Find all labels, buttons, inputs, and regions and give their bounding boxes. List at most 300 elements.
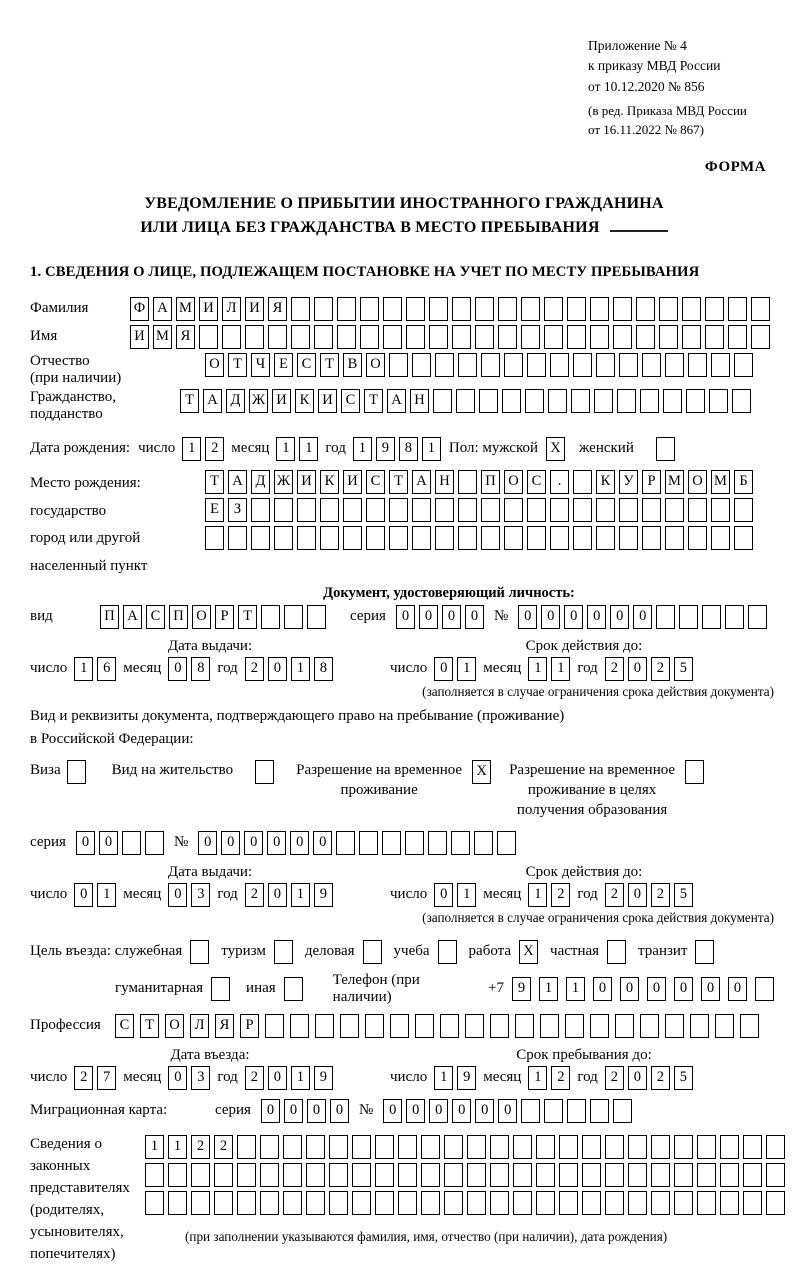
char-cell[interactable] <box>665 498 684 522</box>
char-cell[interactable] <box>582 1191 601 1215</box>
char-cell[interactable] <box>605 1163 624 1187</box>
char-cell[interactable]: Ж <box>249 389 268 413</box>
char-cell[interactable]: И <box>343 470 362 494</box>
char-cell[interactable] <box>740 1014 759 1038</box>
char-cell[interactable]: 0 <box>290 831 309 855</box>
char-cell[interactable]: Д <box>251 470 270 494</box>
char-cell[interactable]: Т <box>228 353 247 377</box>
char-cell[interactable] <box>674 1191 693 1215</box>
char-cell[interactable]: Л <box>190 1014 209 1038</box>
char-cell[interactable] <box>428 831 447 855</box>
char-cell[interactable] <box>659 297 678 321</box>
char-cell[interactable]: Т <box>180 389 199 413</box>
char-cell[interactable]: 9 <box>512 977 531 1001</box>
char-cell[interactable] <box>755 977 774 1001</box>
char-cell[interactable]: 2 <box>214 1135 233 1159</box>
char-cell[interactable]: К <box>295 389 314 413</box>
char-cell[interactable] <box>573 470 592 494</box>
char-cell[interactable] <box>521 1099 540 1123</box>
char-cell[interactable] <box>481 498 500 522</box>
char-cell[interactable]: 0 <box>465 605 484 629</box>
char-cell[interactable] <box>260 1163 279 1187</box>
char-cell[interactable] <box>389 498 408 522</box>
char-cell[interactable]: 1 <box>299 437 318 461</box>
char-cell[interactable]: П <box>100 605 119 629</box>
char-cell[interactable] <box>743 1135 762 1159</box>
char-cell[interactable]: 0 <box>284 1099 303 1123</box>
char-cell[interactable] <box>596 498 615 522</box>
char-cell[interactable]: 2 <box>245 883 264 907</box>
char-cell[interactable] <box>642 526 661 550</box>
char-cell[interactable] <box>527 353 546 377</box>
char-cell[interactable] <box>314 297 333 321</box>
char-cell[interactable] <box>214 1191 233 1215</box>
char-cell[interactable]: 0 <box>728 977 747 1001</box>
char-cell[interactable] <box>458 498 477 522</box>
char-cell[interactable] <box>375 1191 394 1215</box>
char-cell[interactable] <box>705 325 724 349</box>
char-cell[interactable]: 1 <box>291 1066 310 1090</box>
char-cell[interactable] <box>390 1014 409 1038</box>
char-cell[interactable] <box>398 1135 417 1159</box>
char-cell[interactable] <box>628 1135 647 1159</box>
char-cell[interactable] <box>573 353 592 377</box>
char-cell[interactable] <box>433 389 452 413</box>
char-cell[interactable]: 2 <box>74 1066 93 1090</box>
char-cell[interactable]: 1 <box>74 657 93 681</box>
char-cell[interactable] <box>504 353 523 377</box>
char-cell[interactable]: 0 <box>268 1066 287 1090</box>
char-cell[interactable] <box>559 1191 578 1215</box>
humanitarian-checkbox[interactable] <box>211 977 230 1001</box>
char-cell[interactable] <box>360 297 379 321</box>
char-cell[interactable] <box>674 1163 693 1187</box>
char-cell[interactable] <box>504 498 523 522</box>
char-cell[interactable] <box>605 1135 624 1159</box>
char-cell[interactable]: 9 <box>457 1066 476 1090</box>
char-cell[interactable] <box>291 297 310 321</box>
char-cell[interactable] <box>594 389 613 413</box>
char-cell[interactable] <box>559 1163 578 1187</box>
char-cell[interactable] <box>665 1014 684 1038</box>
char-cell[interactable]: 1 <box>528 1066 547 1090</box>
tourism-checkbox[interactable] <box>274 940 293 964</box>
char-cell[interactable] <box>251 498 270 522</box>
char-cell[interactable] <box>498 325 517 349</box>
char-cell[interactable]: 5 <box>674 657 693 681</box>
char-cell[interactable]: 1 <box>528 883 547 907</box>
char-cell[interactable] <box>521 297 540 321</box>
char-cell[interactable]: Е <box>205 498 224 522</box>
char-cell[interactable] <box>405 831 424 855</box>
char-cell[interactable] <box>490 1191 509 1215</box>
char-cell[interactable] <box>688 498 707 522</box>
char-cell[interactable]: О <box>205 353 224 377</box>
char-cell[interactable] <box>260 1135 279 1159</box>
char-cell[interactable] <box>191 1163 210 1187</box>
char-cell[interactable] <box>268 325 287 349</box>
char-cell[interactable]: Т <box>364 389 383 413</box>
char-cell[interactable] <box>467 1135 486 1159</box>
char-cell[interactable] <box>290 1014 309 1038</box>
char-cell[interactable] <box>613 325 632 349</box>
char-cell[interactable]: 2 <box>245 1066 264 1090</box>
char-cell[interactable] <box>734 353 753 377</box>
char-cell[interactable] <box>628 1163 647 1187</box>
char-cell[interactable] <box>679 605 698 629</box>
char-cell[interactable] <box>544 297 563 321</box>
char-cell[interactable] <box>711 526 730 550</box>
char-cell[interactable]: 0 <box>633 605 652 629</box>
char-cell[interactable] <box>145 831 164 855</box>
char-cell[interactable] <box>697 1135 716 1159</box>
char-cell[interactable]: О <box>366 353 385 377</box>
char-cell[interactable] <box>451 831 470 855</box>
char-cell[interactable] <box>168 1163 187 1187</box>
char-cell[interactable]: 1 <box>528 657 547 681</box>
char-cell[interactable] <box>245 325 264 349</box>
char-cell[interactable]: 0 <box>475 1099 494 1123</box>
char-cell[interactable]: 0 <box>419 605 438 629</box>
char-cell[interactable] <box>544 325 563 349</box>
char-cell[interactable] <box>697 1163 716 1187</box>
char-cell[interactable] <box>540 1014 559 1038</box>
char-cell[interactable] <box>743 1191 762 1215</box>
char-cell[interactable] <box>429 297 448 321</box>
rvp-edu-checkbox[interactable] <box>685 760 704 784</box>
char-cell[interactable]: 0 <box>268 883 287 907</box>
char-cell[interactable]: 0 <box>221 831 240 855</box>
rvp-checkbox[interactable]: X <box>472 760 491 784</box>
char-cell[interactable] <box>283 1191 302 1215</box>
char-cell[interactable] <box>465 1014 484 1038</box>
transit-checkbox[interactable] <box>695 940 714 964</box>
char-cell[interactable]: 0 <box>674 977 693 1001</box>
char-cell[interactable] <box>320 498 339 522</box>
char-cell[interactable]: 0 <box>701 977 720 1001</box>
char-cell[interactable]: 0 <box>168 883 187 907</box>
char-cell[interactable]: С <box>146 605 165 629</box>
char-cell[interactable] <box>590 325 609 349</box>
char-cell[interactable]: 2 <box>605 657 624 681</box>
char-cell[interactable]: 0 <box>383 1099 402 1123</box>
visa-checkbox[interactable] <box>67 760 86 784</box>
char-cell[interactable] <box>711 353 730 377</box>
char-cell[interactable] <box>659 325 678 349</box>
char-cell[interactable] <box>237 1163 256 1187</box>
char-cell[interactable]: 0 <box>498 1099 517 1123</box>
char-cell[interactable]: 2 <box>551 1066 570 1090</box>
char-cell[interactable] <box>497 831 516 855</box>
char-cell[interactable]: М <box>711 470 730 494</box>
char-cell[interactable] <box>688 526 707 550</box>
char-cell[interactable] <box>352 1163 371 1187</box>
char-cell[interactable] <box>306 1163 325 1187</box>
char-cell[interactable] <box>688 353 707 377</box>
other-purpose-checkbox[interactable] <box>284 977 303 1001</box>
char-cell[interactable]: Р <box>642 470 661 494</box>
char-cell[interactable]: 1 <box>457 883 476 907</box>
char-cell[interactable]: О <box>688 470 707 494</box>
char-cell[interactable]: А <box>387 389 406 413</box>
char-cell[interactable]: Ч <box>251 353 270 377</box>
char-cell[interactable]: О <box>504 470 523 494</box>
char-cell[interactable]: А <box>123 605 142 629</box>
char-cell[interactable]: 0 <box>628 1066 647 1090</box>
char-cell[interactable] <box>435 526 454 550</box>
char-cell[interactable]: Д <box>226 389 245 413</box>
char-cell[interactable]: 2 <box>651 1066 670 1090</box>
char-cell[interactable]: 5 <box>674 883 693 907</box>
char-cell[interactable]: 1 <box>551 657 570 681</box>
char-cell[interactable] <box>479 389 498 413</box>
char-cell[interactable] <box>613 297 632 321</box>
char-cell[interactable]: 0 <box>76 831 95 855</box>
private-checkbox[interactable] <box>607 940 626 964</box>
char-cell[interactable] <box>596 526 615 550</box>
char-cell[interactable] <box>260 1191 279 1215</box>
char-cell[interactable] <box>412 498 431 522</box>
char-cell[interactable]: О <box>165 1014 184 1038</box>
char-cell[interactable]: Р <box>215 605 234 629</box>
char-cell[interactable] <box>320 526 339 550</box>
char-cell[interactable] <box>573 526 592 550</box>
male-checkbox[interactable]: X <box>546 437 565 461</box>
char-cell[interactable] <box>521 325 540 349</box>
char-cell[interactable] <box>605 1191 624 1215</box>
char-cell[interactable]: 0 <box>268 657 287 681</box>
char-cell[interactable] <box>550 526 569 550</box>
char-cell[interactable] <box>283 1135 302 1159</box>
char-cell[interactable] <box>398 1191 417 1215</box>
char-cell[interactable]: 0 <box>198 831 217 855</box>
char-cell[interactable] <box>490 1135 509 1159</box>
char-cell[interactable]: 1 <box>434 1066 453 1090</box>
char-cell[interactable] <box>734 526 753 550</box>
char-cell[interactable] <box>751 297 770 321</box>
char-cell[interactable]: У <box>619 470 638 494</box>
char-cell[interactable]: 5 <box>674 1066 693 1090</box>
char-cell[interactable]: 8 <box>399 437 418 461</box>
char-cell[interactable]: 0 <box>647 977 666 1001</box>
char-cell[interactable] <box>352 1135 371 1159</box>
char-cell[interactable]: С <box>115 1014 134 1038</box>
char-cell[interactable]: 9 <box>314 1066 333 1090</box>
char-cell[interactable] <box>567 1099 586 1123</box>
char-cell[interactable]: Т <box>389 470 408 494</box>
char-cell[interactable] <box>705 297 724 321</box>
char-cell[interactable] <box>527 498 546 522</box>
char-cell[interactable] <box>651 1191 670 1215</box>
char-cell[interactable] <box>265 1014 284 1038</box>
char-cell[interactable]: Ф <box>130 297 149 321</box>
char-cell[interactable]: Н <box>410 389 429 413</box>
char-cell[interactable] <box>502 389 521 413</box>
char-cell[interactable] <box>617 389 636 413</box>
char-cell[interactable]: 0 <box>587 605 606 629</box>
char-cell[interactable] <box>690 1014 709 1038</box>
char-cell[interactable]: И <box>199 297 218 321</box>
char-cell[interactable]: 0 <box>593 977 612 1001</box>
char-cell[interactable]: 2 <box>191 1135 210 1159</box>
char-cell[interactable]: Я <box>268 297 287 321</box>
char-cell[interactable] <box>359 831 378 855</box>
char-cell[interactable] <box>651 1163 670 1187</box>
char-cell[interactable]: 0 <box>406 1099 425 1123</box>
char-cell[interactable] <box>734 498 753 522</box>
char-cell[interactable]: 0 <box>452 1099 471 1123</box>
char-cell[interactable] <box>590 1099 609 1123</box>
char-cell[interactable] <box>214 1163 233 1187</box>
char-cell[interactable]: 0 <box>434 883 453 907</box>
char-cell[interactable] <box>665 526 684 550</box>
char-cell[interactable] <box>435 498 454 522</box>
char-cell[interactable]: 0 <box>307 1099 326 1123</box>
char-cell[interactable]: С <box>366 470 385 494</box>
char-cell[interactable] <box>297 498 316 522</box>
char-cell[interactable] <box>709 389 728 413</box>
char-cell[interactable] <box>674 1135 693 1159</box>
char-cell[interactable]: Н <box>435 470 454 494</box>
char-cell[interactable]: 1 <box>539 977 558 1001</box>
char-cell[interactable]: 1 <box>566 977 585 1001</box>
char-cell[interactable] <box>297 526 316 550</box>
char-cell[interactable]: Ж <box>274 470 293 494</box>
char-cell[interactable] <box>720 1191 739 1215</box>
char-cell[interactable] <box>743 1163 762 1187</box>
char-cell[interactable]: 0 <box>628 657 647 681</box>
char-cell[interactable] <box>550 498 569 522</box>
char-cell[interactable]: 8 <box>191 657 210 681</box>
char-cell[interactable]: 2 <box>205 437 224 461</box>
char-cell[interactable]: М <box>665 470 684 494</box>
char-cell[interactable] <box>205 526 224 550</box>
char-cell[interactable] <box>444 1135 463 1159</box>
char-cell[interactable] <box>544 1099 563 1123</box>
char-cell[interactable]: В <box>343 353 362 377</box>
char-cell[interactable]: Т <box>320 353 339 377</box>
char-cell[interactable] <box>421 1163 440 1187</box>
char-cell[interactable] <box>366 526 385 550</box>
char-cell[interactable] <box>573 498 592 522</box>
char-cell[interactable] <box>559 1135 578 1159</box>
char-cell[interactable]: 6 <box>97 657 116 681</box>
char-cell[interactable] <box>590 1014 609 1038</box>
char-cell[interactable] <box>571 389 590 413</box>
char-cell[interactable]: 1 <box>291 883 310 907</box>
char-cell[interactable] <box>628 1191 647 1215</box>
char-cell[interactable] <box>329 1135 348 1159</box>
char-cell[interactable] <box>343 526 362 550</box>
char-cell[interactable] <box>444 1191 463 1215</box>
char-cell[interactable] <box>237 1135 256 1159</box>
char-cell[interactable] <box>251 526 270 550</box>
char-cell[interactable] <box>474 831 493 855</box>
char-cell[interactable]: 8 <box>314 657 333 681</box>
char-cell[interactable]: Т <box>140 1014 159 1038</box>
char-cell[interactable] <box>467 1163 486 1187</box>
char-cell[interactable] <box>340 1014 359 1038</box>
char-cell[interactable] <box>306 1191 325 1215</box>
char-cell[interactable] <box>490 1014 509 1038</box>
char-cell[interactable]: 1 <box>168 1135 187 1159</box>
char-cell[interactable]: 2 <box>605 883 624 907</box>
char-cell[interactable] <box>619 498 638 522</box>
female-checkbox[interactable] <box>656 437 675 461</box>
char-cell[interactable] <box>366 498 385 522</box>
char-cell[interactable]: 0 <box>74 883 93 907</box>
char-cell[interactable] <box>406 325 425 349</box>
char-cell[interactable] <box>458 470 477 494</box>
char-cell[interactable]: С <box>341 389 360 413</box>
char-cell[interactable] <box>640 389 659 413</box>
char-cell[interactable]: 0 <box>99 831 118 855</box>
char-cell[interactable] <box>582 1163 601 1187</box>
char-cell[interactable] <box>444 1163 463 1187</box>
char-cell[interactable] <box>536 1191 555 1215</box>
char-cell[interactable] <box>467 1191 486 1215</box>
char-cell[interactable]: Т <box>238 605 257 629</box>
char-cell[interactable] <box>481 353 500 377</box>
char-cell[interactable] <box>237 1191 256 1215</box>
char-cell[interactable] <box>640 1014 659 1038</box>
char-cell[interactable] <box>697 1191 716 1215</box>
char-cell[interactable]: З <box>228 498 247 522</box>
char-cell[interactable]: 9 <box>314 883 333 907</box>
char-cell[interactable] <box>636 297 655 321</box>
char-cell[interactable]: 0 <box>244 831 263 855</box>
char-cell[interactable]: 0 <box>610 605 629 629</box>
char-cell[interactable] <box>415 1014 434 1038</box>
study-checkbox[interactable] <box>438 940 457 964</box>
char-cell[interactable] <box>314 325 333 349</box>
char-cell[interactable] <box>383 297 402 321</box>
residence-permit-checkbox[interactable] <box>255 760 274 784</box>
char-cell[interactable]: А <box>203 389 222 413</box>
char-cell[interactable] <box>375 1135 394 1159</box>
char-cell[interactable] <box>766 1135 785 1159</box>
char-cell[interactable]: 7 <box>97 1066 116 1090</box>
char-cell[interactable]: 0 <box>313 831 332 855</box>
char-cell[interactable]: И <box>297 470 316 494</box>
char-cell[interactable]: И <box>130 325 149 349</box>
work-checkbox[interactable]: X <box>519 940 538 964</box>
char-cell[interactable] <box>751 325 770 349</box>
char-cell[interactable] <box>435 353 454 377</box>
char-cell[interactable] <box>665 353 684 377</box>
char-cell[interactable]: Е <box>274 353 293 377</box>
char-cell[interactable]: Т <box>205 470 224 494</box>
char-cell[interactable]: 1 <box>97 883 116 907</box>
char-cell[interactable]: 0 <box>261 1099 280 1123</box>
char-cell[interactable] <box>590 297 609 321</box>
char-cell[interactable]: О <box>192 605 211 629</box>
char-cell[interactable] <box>565 1014 584 1038</box>
char-cell[interactable]: . <box>550 470 569 494</box>
char-cell[interactable] <box>728 297 747 321</box>
char-cell[interactable] <box>412 526 431 550</box>
char-cell[interactable]: 2 <box>651 883 670 907</box>
char-cell[interactable] <box>748 605 767 629</box>
char-cell[interactable]: 1 <box>182 437 201 461</box>
char-cell[interactable] <box>596 353 615 377</box>
char-cell[interactable]: Я <box>215 1014 234 1038</box>
char-cell[interactable] <box>452 325 471 349</box>
char-cell[interactable] <box>682 297 701 321</box>
char-cell[interactable] <box>548 389 567 413</box>
char-cell[interactable]: П <box>481 470 500 494</box>
char-cell[interactable] <box>199 325 218 349</box>
